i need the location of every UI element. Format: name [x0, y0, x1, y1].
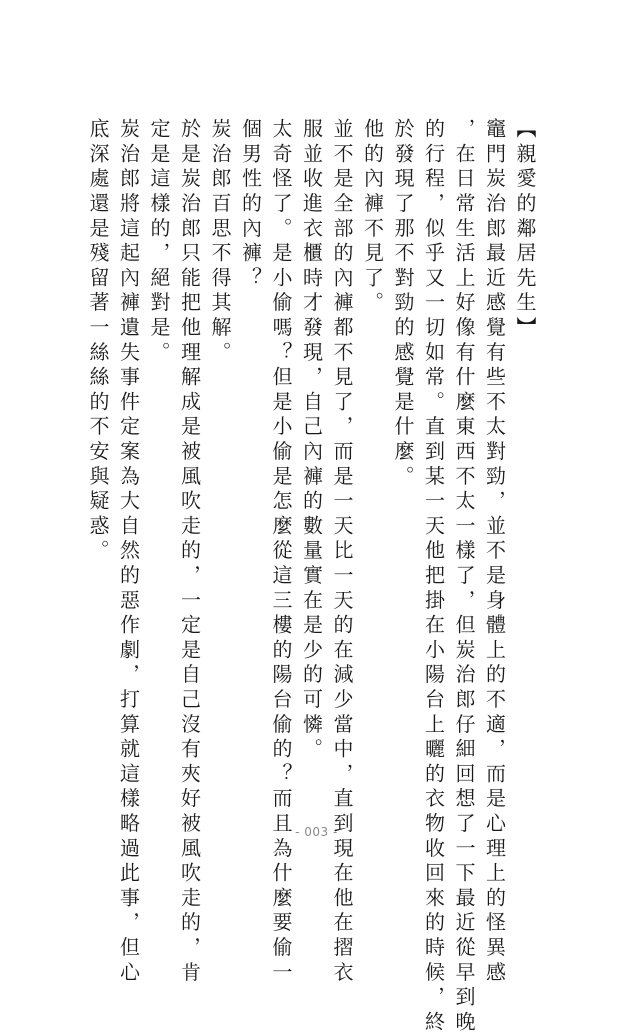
text-line: 並不是全部的內褲都不見了，而是一天比一天的在減少當中，直到現在他在摺衣: [330, 118, 354, 986]
text-line: ，在日常生活上好像有什麼東西不太一樣了，但炭治郎仔細回想了一下最近從早到晚: [452, 118, 476, 1036]
text-line: 炭治郎百思不得其解。: [208, 118, 232, 366]
page-number: - 003 -: [295, 825, 338, 839]
text-line: 個男性的內褲？: [238, 118, 263, 292]
text-line: 於發現了那不對勁的感覺是什麼。: [391, 118, 415, 490]
text-line: 太奇怪了。是小偷嗎？但是小偷是怎麼從這三樓的陽台偷的？而且為什麼要偷一: [269, 118, 293, 986]
text-line: 服並收進衣櫃時才發現，自己內褲的數量實在是少的可憐。: [299, 118, 324, 763]
text-line: 他的內褲不見了。: [360, 118, 385, 317]
text-line: 炭治郎將這起內褲遺失事件定案為大自然的惡作劇，打算就這樣略過此事，但心: [116, 118, 141, 986]
text-line: 的行程，似乎又一切如常。直到某一天他把掛在小陽台上曬的衣物收回來的時候，終: [421, 118, 446, 1036]
text-line: 於是炭治郎只能把他理解成是被風吹走的，一定是自己沒有夾好被風吹走的，肯: [177, 118, 202, 986]
text-line: 竈門炭治郎最近感覺有些不太對勁，並不是身體上的不適，而是心理上的怪異感: [482, 118, 507, 986]
text-line: 底深處還是殘留著一絲絲的不安與疑惑。: [86, 118, 110, 565]
chapter-title: 【親愛的鄰居先生】: [513, 118, 537, 342]
text-line: 定是這樣的，絕對是。: [147, 118, 171, 366]
